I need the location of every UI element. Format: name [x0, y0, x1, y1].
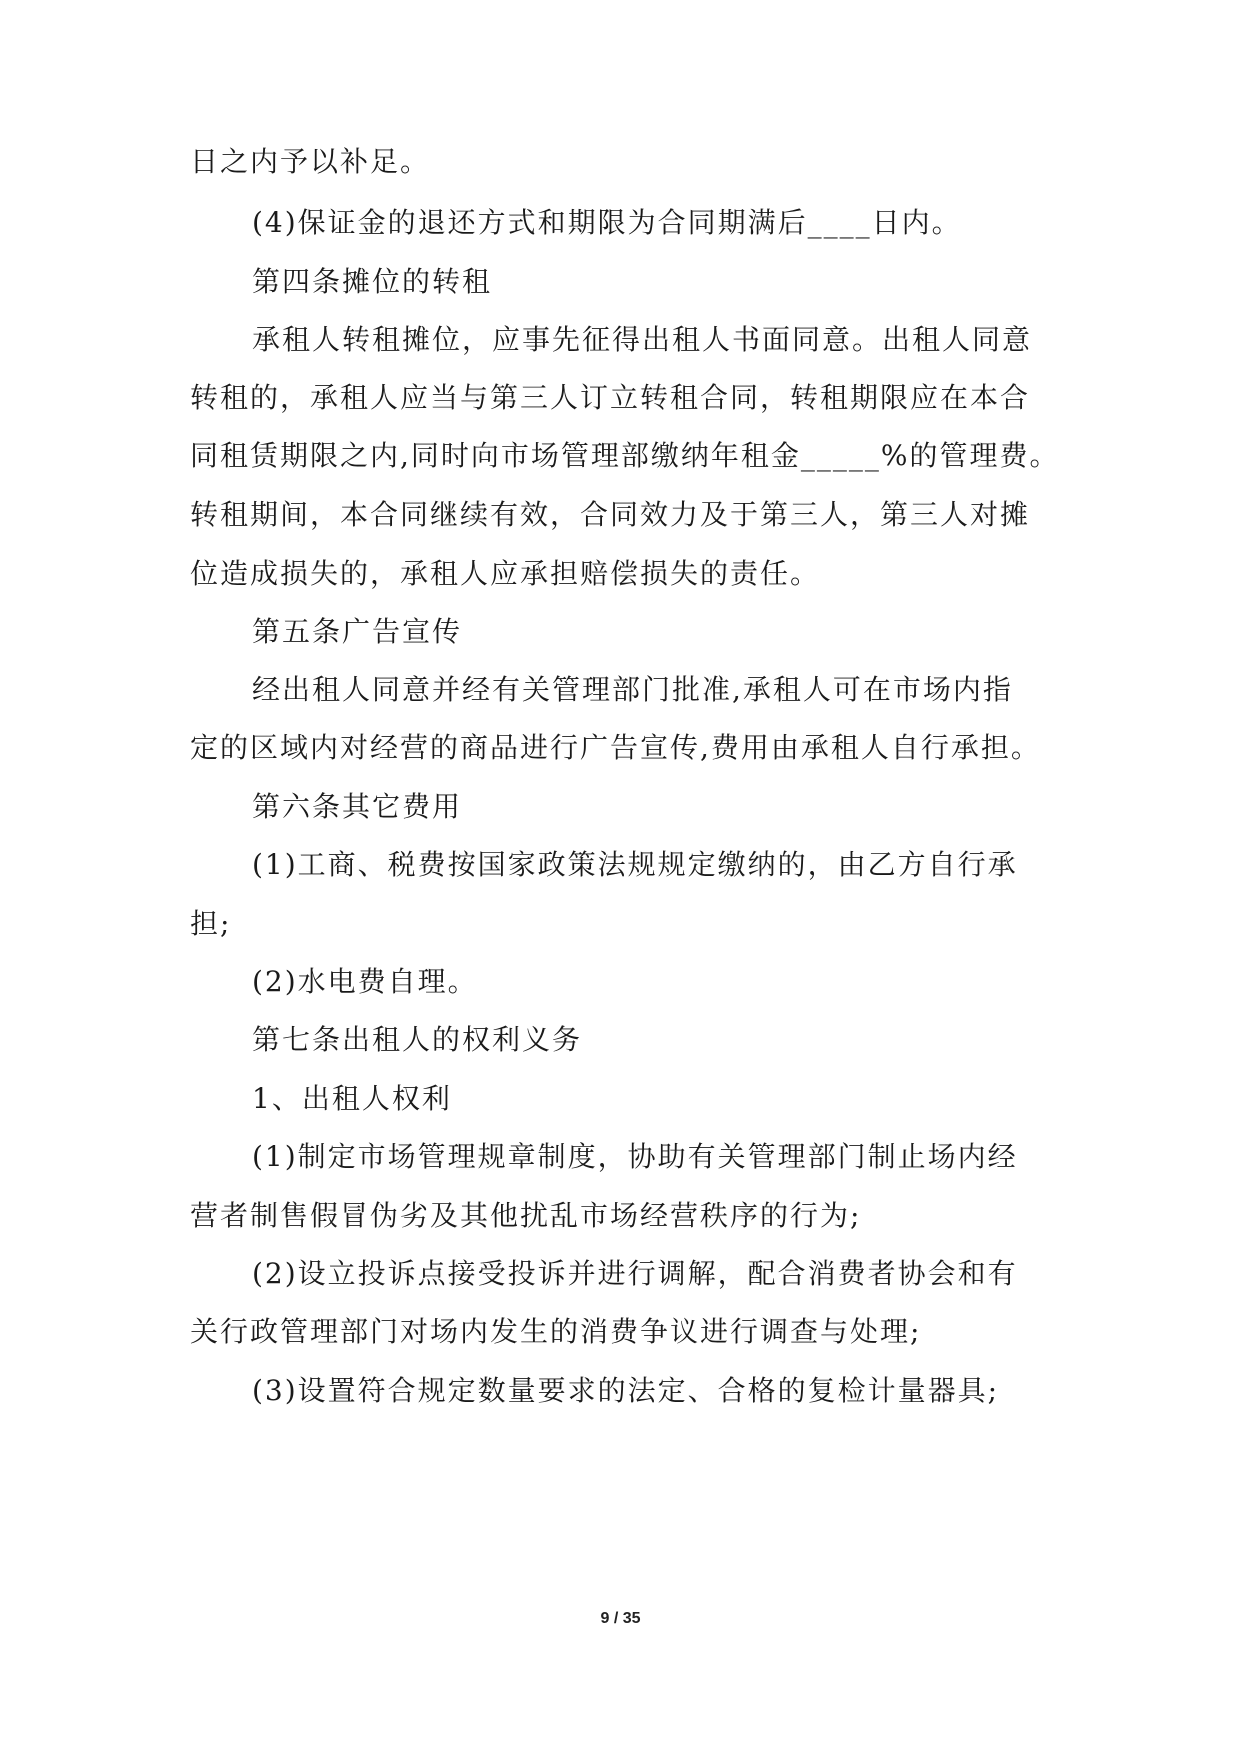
- section-heading: 第五条广告宣传: [252, 615, 463, 648]
- page-number: 9 / 35: [600, 1610, 641, 1627]
- text-line: 转租期间，本合同继续有效，合同效力及于第三人，第三人对摊: [190, 498, 1031, 531]
- text-line: (4)保证金的退还方式和期限为合同期满后____日内。: [252, 206, 962, 239]
- text-line: 定的区域内对经营的商品进行广告宣传,费用由承租人自行承担。: [190, 731, 1041, 764]
- text-line: 经出租人同意并经有关管理部门批准,承租人可在市场内指: [252, 673, 1013, 706]
- text-line: (3)设置符合规定数量要求的法定、合格的复检计量器具;: [252, 1374, 1000, 1407]
- section-heading: 第四条摊位的转租: [252, 265, 493, 298]
- text-line: 营者制售假冒伪劣及其他扰乱市场经营秩序的行为;: [190, 1199, 862, 1232]
- text-line: 承租人转租摊位，应事先征得出租人书面同意。出租人同意: [252, 323, 1033, 356]
- text-line: 转租的，承租人应当与第三人订立转租合同，转租期限应在本合: [190, 381, 1031, 414]
- text-line: 位造成损失的，承租人应承担赔偿损失的责任。: [190, 557, 821, 590]
- text-line: 担;: [190, 907, 232, 940]
- text-line: (2)设立投诉点接受投诉并进行调解，配合消费者协会和有: [252, 1257, 1018, 1290]
- section-heading: 第七条出租人的权利义务: [252, 1023, 583, 1056]
- text-line: 1、出租人权利: [252, 1082, 452, 1115]
- text-line: 关行政管理部门对场内发生的消费争议进行调查与处理;: [190, 1315, 922, 1348]
- text-line: (2)水电费自理。: [252, 965, 478, 998]
- text-line: (1)工商、税费按国家政策法规规定缴纳的，由乙方自行承: [252, 848, 1018, 881]
- text-line: (1)制定市场管理规章制度，协助有关管理部门制止场内经: [252, 1140, 1018, 1173]
- text-line: 同租赁期限之内,同时向市场管理部缴纳年租金_____%的管理费。: [190, 439, 1060, 472]
- text-line: 日之内予以补足。: [190, 145, 431, 178]
- section-heading: 第六条其它费用: [252, 790, 463, 823]
